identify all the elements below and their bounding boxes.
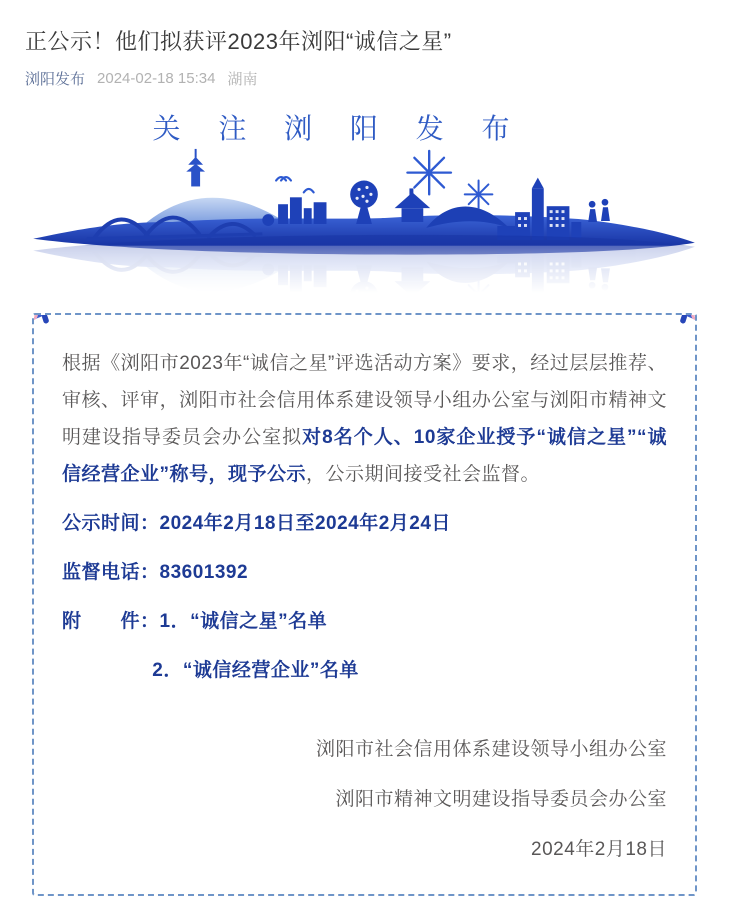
publish-datetime: 2024-02-18 15:34 xyxy=(97,70,216,87)
attachment-line-2: 2．“诚信经营企业”名单 xyxy=(152,660,359,681)
signature-block xyxy=(62,731,667,868)
signature-date: 2024年2月18日 xyxy=(531,839,667,860)
banner-caption: 关 注 浏 阳 发 布 xyxy=(152,113,525,144)
supervision-phone-line: 监督电话：83601392 xyxy=(62,562,249,583)
paragraph-tail: ，公示期间接受社会监督。 xyxy=(306,464,541,485)
publish-location: 湖南 xyxy=(227,71,258,88)
megaphone-icon xyxy=(674,313,697,328)
city-skyline-illustration xyxy=(20,143,710,301)
notice-box xyxy=(32,313,697,896)
signature-office-2: 浏阳市精神文明建设指导委员会办公室 xyxy=(335,789,667,810)
banner-image xyxy=(0,101,729,301)
paragraph-highlight: 对8名个人、10家企业授予“诚信之星”“诚信经营企业”称号，现予公示 xyxy=(62,427,667,485)
article-meta xyxy=(0,57,729,89)
page-title: 正公示！他们拟获评2023年浏阳“诚信之星” xyxy=(25,29,452,54)
attachment-line-1: 附 件：1．“诚信之星”名单 xyxy=(62,611,328,632)
publicity-time-line: 公示时间：2024年2月18日至2024年2月24日 xyxy=(62,513,451,534)
signature-office-1: 浏阳市社会信用体系建设领导小组办公室 xyxy=(315,739,667,760)
notice-paragraph xyxy=(62,345,667,493)
megaphone-icon xyxy=(32,313,55,328)
paragraph-lead: 根据《浏阳市2023年“诚信之星”评选活动方案》要求，经过层层推荐、审核、评审，浏阳市社会信用体系建设领导小组办公室与浏阳市精神文明建设指导委员会办公室拟 xyxy=(62,353,667,448)
account-name-link[interactable]: 浏阳发布 xyxy=(25,71,86,88)
